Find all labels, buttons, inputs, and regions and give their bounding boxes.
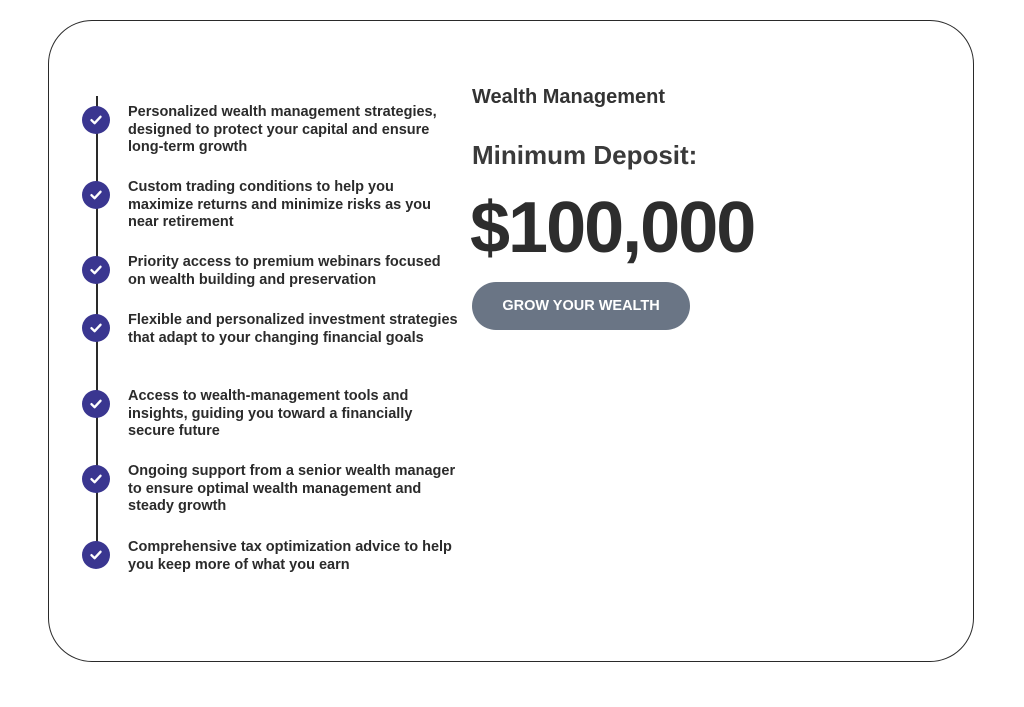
deposit-amount: $100,000	[470, 188, 755, 268]
check-circle-icon	[82, 390, 110, 418]
check-circle-icon	[82, 181, 110, 209]
plan-title: Wealth Management	[472, 86, 665, 108]
deposit-label: Minimum Deposit:	[472, 140, 698, 170]
feature-text: Comprehensive tax optimization advice to help you keep more of what you earn	[128, 539, 452, 573]
check-circle-icon	[82, 541, 110, 569]
check-circle-icon	[82, 106, 110, 134]
feature-list	[82, 82, 462, 572]
feature-text: Custom trading conditions to help you maximize returns and minimize risks as you near retirement	[128, 179, 432, 230]
feature-text: Priority access to premium webinars focused on wealth building and preservation	[128, 254, 441, 288]
check-circle-icon	[82, 256, 110, 284]
check-circle-icon	[82, 465, 110, 493]
feature-text: Personalized wealth management strategies, designed to protect your capital and ensure long-term growth	[128, 104, 437, 155]
grow-your-wealth-button[interactable]: GROW YOUR WEALTH	[472, 282, 690, 330]
feature-text: Access to wealth-management tools and insights, guiding you toward a financially secure future	[128, 388, 413, 439]
feature-text: Ongoing support from a senior wealth manager to ensure optimal wealth management and steady growth	[128, 463, 456, 514]
feature-text: Flexible and personalized investment strategies that adapt to your changing financial goals	[128, 312, 458, 346]
check-circle-icon	[82, 314, 110, 342]
